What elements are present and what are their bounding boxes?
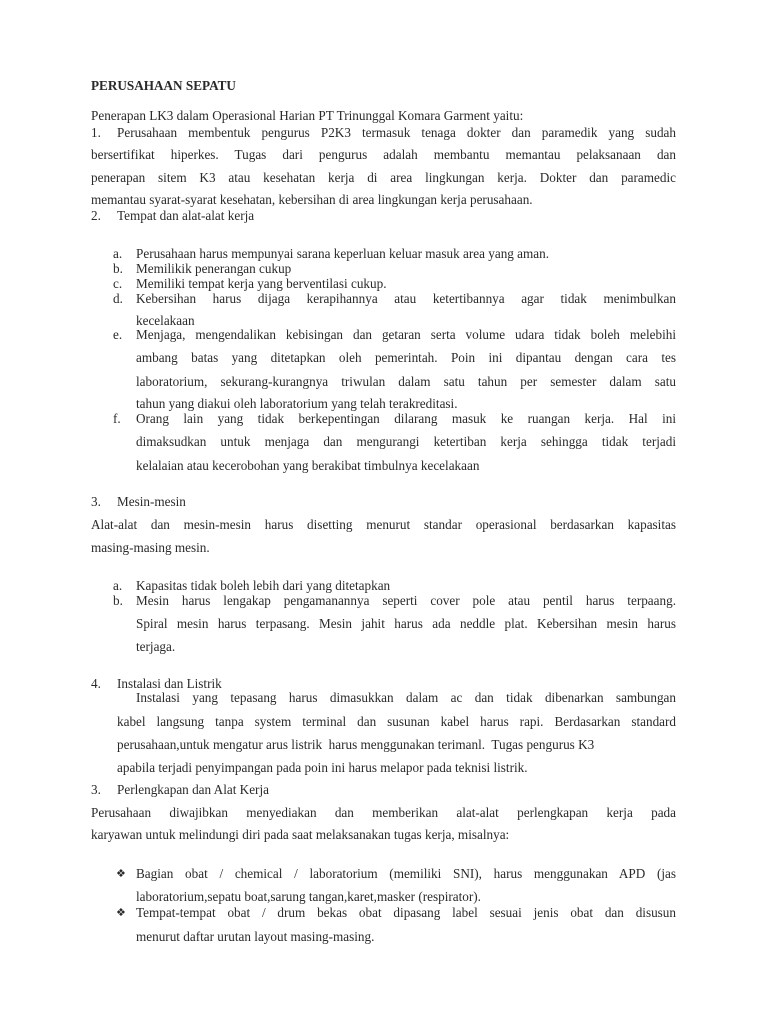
section-2-heading: Tempat dan alat-alat kerja — [117, 208, 255, 223]
section-2-number: 2. — [91, 208, 101, 223]
section-1-line: Perusahaan membentuk pengurus P2K3 termasuk tenaga dokter dan paramedik yang sudah — [117, 125, 676, 140]
bullet-item-text: menurut daftar urutan layout masing-masing. — [136, 929, 375, 944]
diamond-bullet-icon: ❖ — [116, 907, 126, 919]
list-item-text: kelalaian atau kecerobohan yang berakibat timbulnya kecelakaan — [136, 458, 480, 473]
section-5-paragraph: Perusahaan diwajibkan menyediakan dan memberikan alat-alat perlengkapan kerja pada — [91, 805, 676, 820]
bullet-item-text: laboratorium,sepatu boat,sarung tangan,karet,masker (respirator). — [136, 889, 481, 904]
section-1-line: bersertifikat hiperkes. Tugas dari pengurus adalah membantu memantau pelaksanaan dan — [91, 147, 676, 162]
list-item-letter: e. — [113, 327, 123, 342]
section-4-line: apabila terjadi penyimpangan pada poin ini harus melapor pada teknisi listrik. — [117, 760, 528, 775]
section-5-heading: Perlengkapan dan Alat Kerja — [117, 782, 269, 797]
list-item-letter: d. — [113, 291, 123, 306]
section-1-line: penerapan sitem K3 atau kesehatan kerja di area lingkungan kerja. Dokter dan paramedic — [91, 170, 676, 185]
section-4-line: Instalasi yang tepasang harus dimasukkan dalam ac dan tidak dibenarkan sambungan — [136, 690, 676, 705]
section-1-line: memantau syarat-syarat kesehatan, kebersihan di area lingkungan kerja perusahaan. — [91, 192, 533, 207]
list-item-letter: f. — [113, 411, 121, 426]
list-item-text: kecelakaan — [136, 313, 195, 328]
intro-text: Penerapan LK3 dalam Operasional Harian PT Trinunggal Komara Garment yaitu: — [91, 108, 524, 123]
section-5-paragraph: karyawan untuk melindungi diri pada saat melaksanakan tugas kerja, misalnya: — [91, 827, 510, 842]
list-item-letter: b. — [113, 593, 123, 608]
list-item-text: Memilikik penerangan cukup — [136, 261, 292, 276]
list-item-text: tahun yang diakui oleh laboratorium yang telah terakreditasi. — [136, 396, 458, 411]
list-item-text: dimaksudkan untuk menjaga dan mengurangi ketertiban kerja sehingga tidak terjadi — [136, 434, 676, 449]
section-3-paragraph: Alat-alat dan mesin-mesin harus disetting menurut standar operasional berdasarkan kapasitas — [91, 517, 676, 532]
section-4-number: 4. — [91, 676, 101, 691]
section-1-number: 1. — [91, 125, 101, 140]
list-item-text: Orang lain yang tidak berkepentingan dilarang masuk ke ruangan kerja. Hal ini — [136, 411, 676, 426]
list-item-letter: c. — [113, 276, 123, 291]
section-3-paragraph: masing-masing mesin. — [91, 540, 210, 555]
section-4-line: kabel langsung tanpa system terminal dan susunan kabel harus rapi. Berdasarkan standard — [117, 714, 676, 729]
diamond-bullet-icon: ❖ — [116, 868, 126, 880]
section-4-line: perusahaan,untuk mengatur arus listrik harus menggunakan terimanl. Tugas pengurus K3 — [117, 737, 595, 752]
list-item-text: ambang batas yang ditetapkan oleh pemerintah. Poin ini dipantau dengan cara tes — [136, 350, 676, 365]
list-item-letter: a. — [113, 246, 123, 261]
bullet-item-text: Bagian obat / chemical / laboratorium (memiliki SNI), harus menggunakan APD (jas — [136, 866, 676, 881]
section-4-heading: Instalasi dan Listrik — [117, 676, 222, 691]
list-item-text: laboratorium, sekurang-kurangnya triwulan dalam satu tahun per semester dalam satu — [136, 374, 676, 389]
list-item-text: Memiliki tempat kerja yang berventilasi cukup. — [136, 276, 387, 291]
list-item-text: Kapasitas tidak boleh lebih dari yang ditetapkan — [136, 578, 391, 593]
list-item-text: Kebersihan harus dijaga kerapihannya atau ketertibannya agar tidak menimbulkan — [136, 291, 676, 306]
list-item-text: Menjaga, mengendalikan kebisingan dan getaran serta volume udara tidak boleh melebihi — [136, 327, 676, 342]
list-item-letter: a. — [113, 578, 123, 593]
section-3-number: 3. — [91, 494, 101, 509]
section-3-heading: Mesin-mesin — [117, 494, 186, 509]
list-item-text: Spiral mesin harus terpasang. Mesin jahit harus ada neddle plat. Kebersihan mesin harus — [136, 616, 676, 631]
bullet-item-text: Tempat-tempat obat / drum bekas obat dipasang label sesuai jenis obat dan disusun — [136, 905, 676, 920]
list-item-text: Mesin harus lengakap pengamanannya seperti cover pole atau pentil harus terpaang. — [136, 593, 676, 608]
section-5-number: 3. — [91, 782, 101, 797]
list-item-text: Perusahaan harus mempunyai sarana keperluan keluar masuk area yang aman. — [136, 246, 550, 261]
list-item-letter: b. — [113, 261, 123, 276]
list-item-text: terjaga. — [136, 639, 176, 654]
document-title: PERUSAHAAN SEPATU — [91, 78, 236, 93]
